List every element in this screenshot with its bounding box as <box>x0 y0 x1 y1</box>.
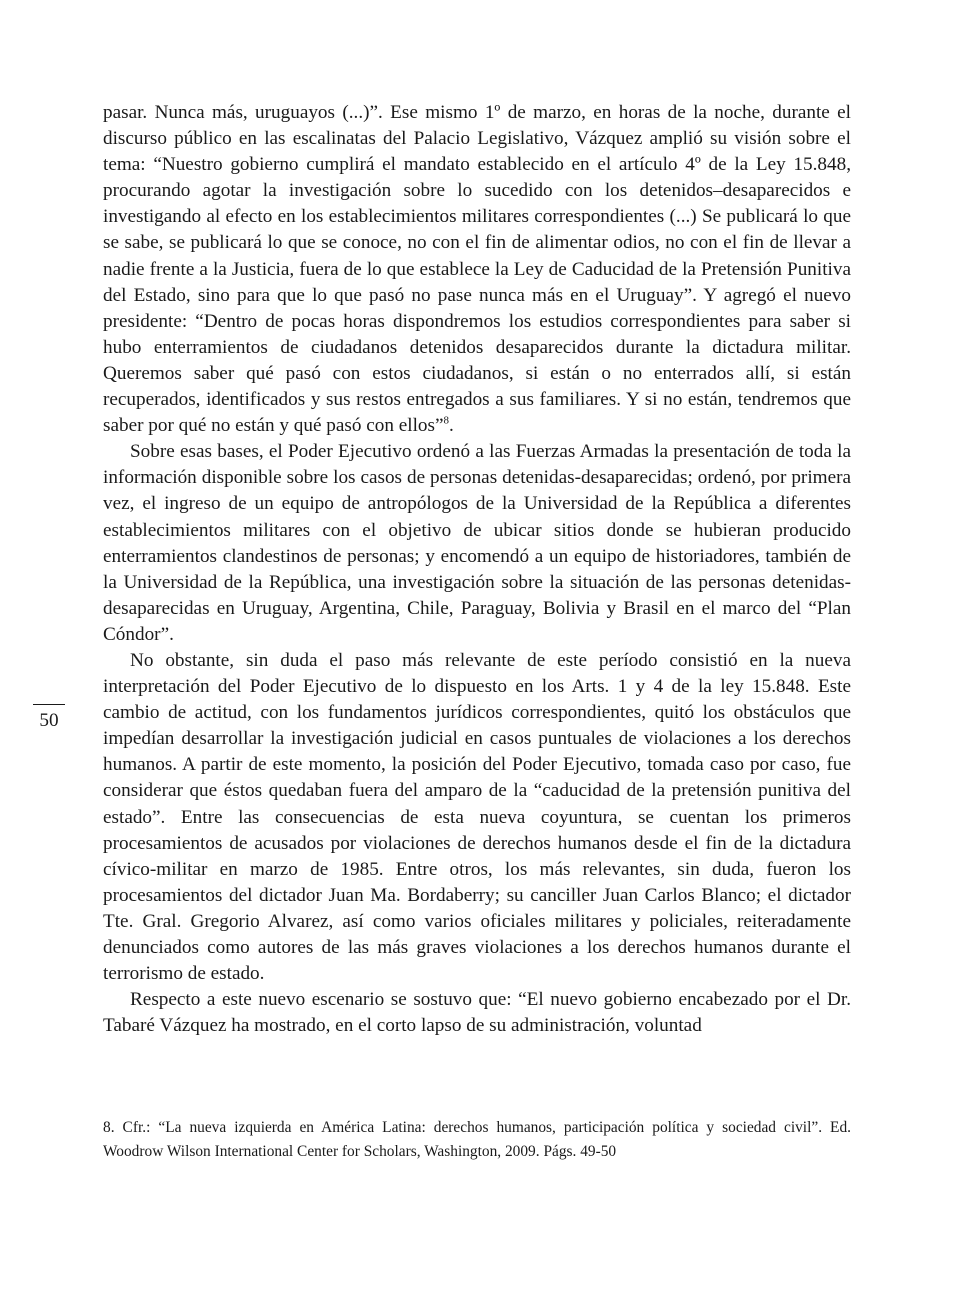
footnotes <box>103 1116 851 1164</box>
body-paragraph-2: Sobre esas bases, el Poder Ejecutivo ordenó a las Fuerzas Armadas la presentación de toda la información disponible sobre los casos de personas detenidas-desaparecidas; ordenó, por primera vez, el ingreso de un equipo de antropólogos de la Universidad de la República a diferentes establecimientos militares con el objetivo de ubicar sitios donde se hubieran producido enterramientos clandestinos de personas; y encomendó a un equipo de historiadores, también de la Universidad de la República, una investigación sobre la situación de las personas detenidas-desaparecidas en Uruguay, Argentina, Chile, Paraguay, Bolivia y Brasil en el marco del “Plan Cóndor”. <box>103 441 851 645</box>
body-paragraph-3: No obstante, sin duda el paso más relevante de este período consistió en la nueva interpretación del Poder Ejecutivo de lo dispuesto en los Arts. 1 y 4 de la ley 15.848. Este cambio de actitud, con los fundamentos jurídicos correspondientes, quitó los obstáculos que impedían desarrollar la investigación judicial en casos puntuales de violaciones a los derechos humanos. A partir de este momento, la posición del Poder Ejecutivo, tomada caso por caso, fue considerar que éstos quedaban fuera del amparo de la “caducidad de la pretensión punitiva del estado”. Entre las consecuencias de esta nueva coyuntura, se cuentan los primeros procesamientos de acusados por violaciones de derechos humanos desde el fin de la dictadura cívico-militar en marzo de 1985. Entre otros, los más relevantes, sin duda, fueron los procesamientos del dictador Juan Ma. Bordaberry; su canciller Juan Carlos Blanco; el dictador Tte. Gral. Gregorio Alvarez, así como varios oficiales militares y policiales, reiteradamente denunciados como autores de las más graves violaciones a los derechos humanos durante el terrorismo de estado. <box>103 649 851 985</box>
body-paragraph-1-text: pasar. Nunca más, uruguayos (...)”. Ese mismo 1º de marzo, en horas de la noche, durante el discurso público en las escalinatas del Palacio Legislativo, Vázquez amplió su visión sobre el tema: “Nuestro gobierno cumplirá el mandato establecido en el artículo 4º de la Ley 15.848, procurando agotar la investigación sobre lo sucedido con los detenidos–desaparecidos e investigando al efecto en los establecimientos militares correspondientes (...) Se publicará lo que se sabe, se publicará lo que se conoce, no con el fin de alimentar odios, no con el fin de llevar a nadie frente a la Justicia, fuera de lo que establece la Ley de Caducidad de la Pretensión Punitiva del Estado, sino para que lo que pasó no pase nunca más en el Uruguay”. Y agregó el nuevo presidente: “Dentro de pocas horas dispondremos los estudios correspondientes para saber si hubo enterramientos de ciudadanos detenidos desaparecidos durante la dictadura militar. Queremos saber qué pasó con estos ciudadanos, si están o no enterrados allí, si están recuperados, identificados y sus restos entregados a sus familiares. Y si no están, tendremos que saber por qué no están y qué pasó con ellos” <box>103 102 851 437</box>
page-body <box>103 100 851 1039</box>
body-paragraph-4: Respecto a este nuevo escenario se sostuvo que: “El nuevo gobierno encabezado por el Dr. Tabaré Vázquez ha mostrado, en el corto lapso de su administración, voluntad <box>103 989 851 1037</box>
footnote-reference-8: 8 <box>443 414 449 427</box>
body-paragraph-1 <box>103 100 851 439</box>
page-number: 50 <box>39 710 59 731</box>
body-paragraph-1-end: . <box>448 415 454 437</box>
page-number-rule <box>33 704 65 705</box>
footnote-8: 8. Cfr.: “La nueva izquierda en América Latina: derechos humanos, participación política y sociedad civil”. Ed. Woodrow Wilson International Center for Scholars, Washington, 2009. Págs. 49-50 <box>103 1119 851 1160</box>
